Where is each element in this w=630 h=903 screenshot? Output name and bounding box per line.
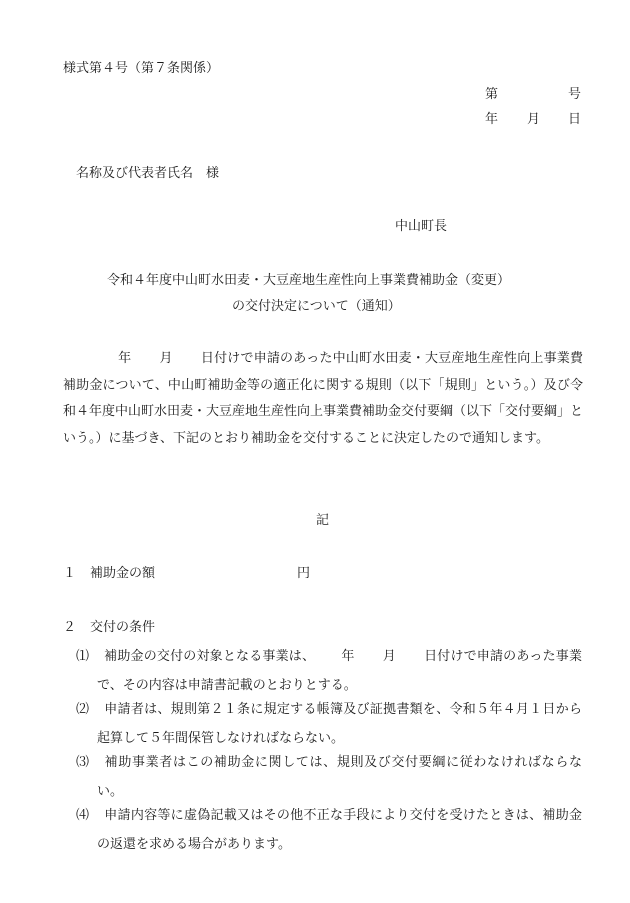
condition-number: ⑶	[76, 755, 90, 770]
title-line-1: 令和４年度中山町水田麦・大豆産地生産性向上事業費補助金（変更）	[107, 273, 511, 288]
condition-text: 補助金の交付の対象となる事業は、	[104, 649, 316, 664]
condition-text: 申請者は、規則第２１条に規定する帳簿及び証拠書類を、令和５年４月１日から起算して５年間保管しなければならない。	[97, 702, 582, 746]
issuer: 中山町長	[395, 219, 448, 234]
condition-text: 申請内容等に虚偽記載又はその他不正な手段により交付を受けたときは、補助金の返還を求める場合があります。	[97, 808, 582, 852]
section-1-label: 補助金の額	[90, 566, 156, 581]
document-number-suffix: 号	[568, 87, 582, 102]
condition-item	[76, 695, 582, 753]
condition-year: 年	[341, 649, 355, 664]
date-year: 年	[485, 112, 499, 127]
condition-number: ⑷	[76, 808, 90, 823]
document-number	[485, 88, 498, 101]
condition-item	[76, 748, 582, 806]
section-1-number: １	[63, 566, 77, 581]
addressee: 名称及び代表者氏名 様	[76, 166, 220, 181]
body-month: 月	[159, 351, 173, 366]
section-2	[63, 621, 155, 634]
form-label: 様式第４号（第７条関係）	[63, 61, 220, 76]
section-1	[63, 567, 310, 580]
section-1-unit: 円	[297, 566, 311, 581]
condition-item	[76, 642, 582, 700]
body-paragraph	[63, 346, 583, 452]
condition-text: 補助事業者はこの補助金に関しては、規則及び交付要綱に従わなければならない。	[97, 755, 582, 799]
condition-text-cont: 日付けで申請のあった事業で、その内容は申請書記載のとおりとする。	[97, 649, 582, 693]
document-number-prefix: 第	[485, 87, 499, 102]
title-line-2: の交付決定について（通知）	[232, 299, 401, 314]
condition-month: 月	[382, 649, 396, 664]
ki-heading: 記	[316, 513, 330, 528]
condition-number: ⑵	[76, 702, 90, 717]
condition-number: ⑴	[76, 649, 90, 664]
condition-item	[76, 801, 582, 859]
date-day: 日	[568, 112, 582, 127]
section-2-number: ２	[63, 620, 77, 635]
body-text: 日付けで申請のあった中山町水田麦・大豆産地生産性向上事業費補助金について、中山町補助金等の適正化に関する規則（以下「規則」という。）及び令和４年度中山町水田麦・大豆産地生産性向上事業費補助金交付要綱（以下「交付要綱」という。）に基づき、下記のとおり補助金を交付することに決定したので通知します。	[63, 351, 584, 446]
date-month: 月	[527, 112, 541, 127]
body-year: 年	[118, 351, 132, 366]
section-2-label: 交付の条件	[90, 620, 156, 635]
